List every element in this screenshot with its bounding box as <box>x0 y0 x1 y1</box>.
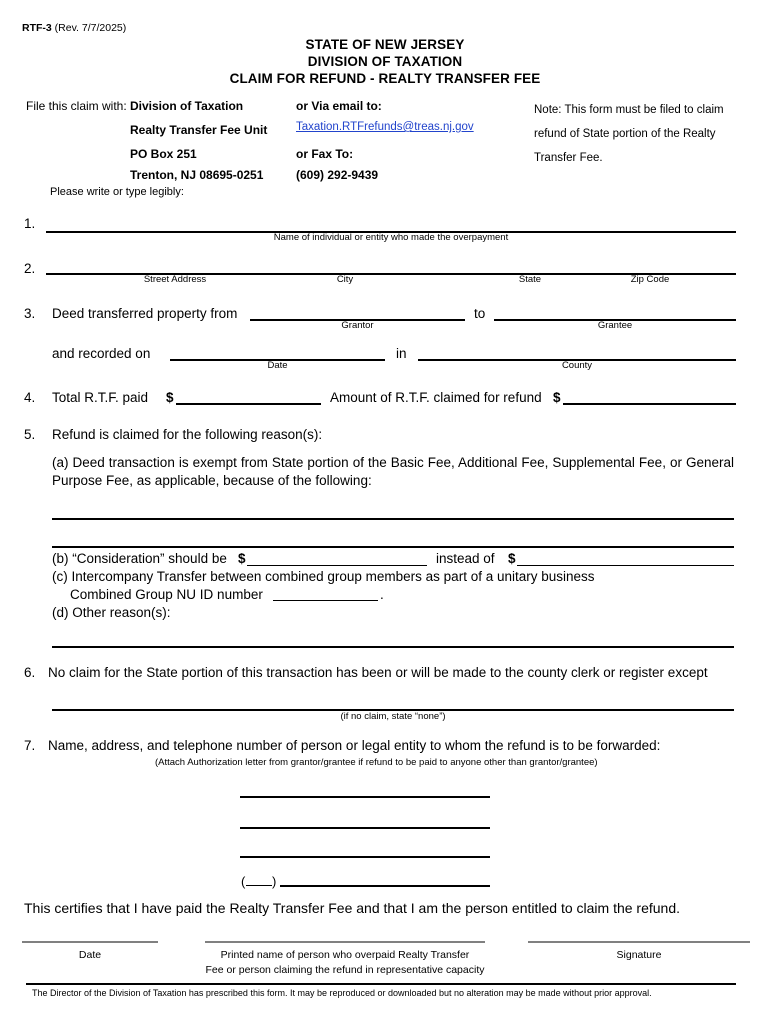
fax-number: (609) 292-9439 <box>296 168 379 182</box>
signature-signature-caption: Signature <box>616 949 662 961</box>
page-title <box>0 36 770 87</box>
item-4-claimed-input[interactable] <box>563 403 736 405</box>
item-5b-text-pre: (b) “Consideration” should be <box>52 551 227 566</box>
filing-note: Note: This form must be filed to claim refund of State portion of the Realty Transfer Fee. <box>534 104 724 164</box>
item-3-text-in: in <box>396 346 407 361</box>
item-1-number: 1. <box>24 216 36 231</box>
legibly-instruction: Please write or type legibly: <box>50 186 184 198</box>
item-2-caption-city: City <box>336 274 354 285</box>
item-2-caption-state: State <box>518 274 542 285</box>
title-line-claim: CLAIM FOR REFUND - REALTY TRANSFER FEE <box>229 71 541 86</box>
item-5b-consideration-input[interactable] <box>247 565 427 566</box>
file-claim-with-label: File this claim with: <box>26 99 127 113</box>
item-5b-dollar-2: $ <box>508 551 516 566</box>
item-5b-instead-input[interactable] <box>517 565 734 566</box>
item-5d-text: (d) Other reason(s): <box>52 605 171 620</box>
item-5a-text: (a) Deed transaction is exempt from State portion of the Basic Fee, Additional Fee, Supplemental Fee, or General Purpose Fee, as applicable, because of the following: <box>52 455 734 488</box>
form-code: RTF-3 <box>22 22 52 34</box>
item-5b-text-mid: instead of <box>436 551 495 566</box>
email-link[interactable]: Taxation.RTFrefunds@treas.nj.gov <box>296 121 474 133</box>
item-3-number: 3. <box>24 306 36 321</box>
item-5c-line-1: (c) Intercompany Transfer between combined group members as part of a unitary business <box>52 569 595 584</box>
item-3-text-from: Deed transferred property from <box>52 306 238 321</box>
item-3-caption-date: Date <box>267 360 288 371</box>
item-7-phone-paren-close: ) <box>272 874 277 889</box>
title-line-division: DIVISION OF TAXATION <box>307 54 463 69</box>
item-3-caption-grantor: Grantor <box>341 320 374 331</box>
item-7-note: (Attach Authorization letter from grantor/grantee if refund to be paid to anyone other than grantor/grantee) <box>155 757 598 768</box>
item-4-number: 4. <box>24 390 36 405</box>
item-7-phone-paren-open: ( <box>241 874 246 889</box>
item-7-address-input-1[interactable] <box>240 827 490 829</box>
signature-printed-caption <box>185 948 505 978</box>
item-3-caption-grantee: Grantee <box>597 320 633 331</box>
item-5b-dollar-1: $ <box>238 551 246 566</box>
signature-printed-caption-line2: Fee or person claiming the refund in representative capacity <box>205 964 485 976</box>
signature-signature-line[interactable] <box>528 941 750 943</box>
item-7-phone-areacode-input[interactable] <box>246 885 272 886</box>
footer-disclaimer: The Director of the Division of Taxation has prescribed this form. It may be reproduced or downloaded but no alteration may be made without prior approval. <box>32 988 652 998</box>
item-5-number: 5. <box>24 427 36 442</box>
item-5-intro: Refund is claimed for the following reason(s): <box>52 427 323 442</box>
item-3-caption-county: County <box>561 360 593 371</box>
item-4-label-paid: Total R.T.F. paid <box>52 390 149 405</box>
item-7-text: Name, address, and telephone number of person or legal entity to whom the refund is to be forwarded: <box>48 738 661 753</box>
item-1-caption: Name of individual or entity who made the overpayment <box>273 232 509 243</box>
item-5c-line-2: Combined Group NU ID number <box>70 587 263 602</box>
address-line-city: Trenton, NJ 08695-0251 <box>130 168 264 182</box>
item-4-dollar-claimed: $ <box>553 390 561 405</box>
item-7-name-input[interactable] <box>240 796 490 798</box>
form-revision: (Rev. 7/7/2025) <box>54 22 127 34</box>
address-line-pobox: PO Box 251 <box>130 147 197 161</box>
address-line-division: Division of Taxation <box>130 99 244 113</box>
item-7-address-input-2[interactable] <box>240 856 490 858</box>
item-5d-input-line[interactable] <box>52 646 734 648</box>
item-6-text: No claim for the State portion of this transaction has been or will be made to the county clerk or register except <box>48 665 708 680</box>
item-2-number: 2. <box>24 261 36 276</box>
item-7-phone-number-input[interactable] <box>280 885 490 887</box>
item-6-number: 6. <box>24 665 36 680</box>
item-4-dollar-paid: $ <box>166 390 174 405</box>
item-4-label-claimed: Amount of R.T.F. claimed for refund <box>330 390 542 405</box>
form-identifier <box>22 22 126 34</box>
item-4-paid-input[interactable] <box>176 403 321 405</box>
signature-printed-caption-line1: Printed name of person who overpaid Realty Transfer <box>220 949 470 961</box>
signature-date-caption: Date <box>78 949 102 961</box>
item-5c-period: . <box>380 587 384 602</box>
address-line-unit: Realty Transfer Fee Unit <box>130 123 268 137</box>
item-7-number: 7. <box>24 738 36 753</box>
item-3-text-to: to <box>474 306 486 321</box>
signature-printed-line[interactable] <box>205 941 485 943</box>
item-3-text-recorded: and recorded on <box>52 346 151 361</box>
email-label: or Via email to: <box>296 99 382 113</box>
item-5a-input-line-1[interactable] <box>52 518 734 520</box>
item-2-caption-street: Street Address <box>143 274 207 285</box>
footer-divider <box>26 983 736 985</box>
item-2-caption-zip: Zip Code <box>630 274 670 285</box>
item-6-caption: (if no claim, state “none”) <box>340 711 446 722</box>
title-line-state: STATE OF NEW JERSEY <box>305 37 465 52</box>
certification-text: This certifies that I have paid the Realty Transfer Fee and that I am the person entitled to claim the refund. <box>24 900 681 916</box>
item-5a-input-line-2[interactable] <box>52 546 734 548</box>
signature-date-line[interactable] <box>22 941 158 943</box>
item-5c-nuid-input[interactable] <box>273 600 378 601</box>
fax-label: or Fax To: <box>296 147 354 161</box>
